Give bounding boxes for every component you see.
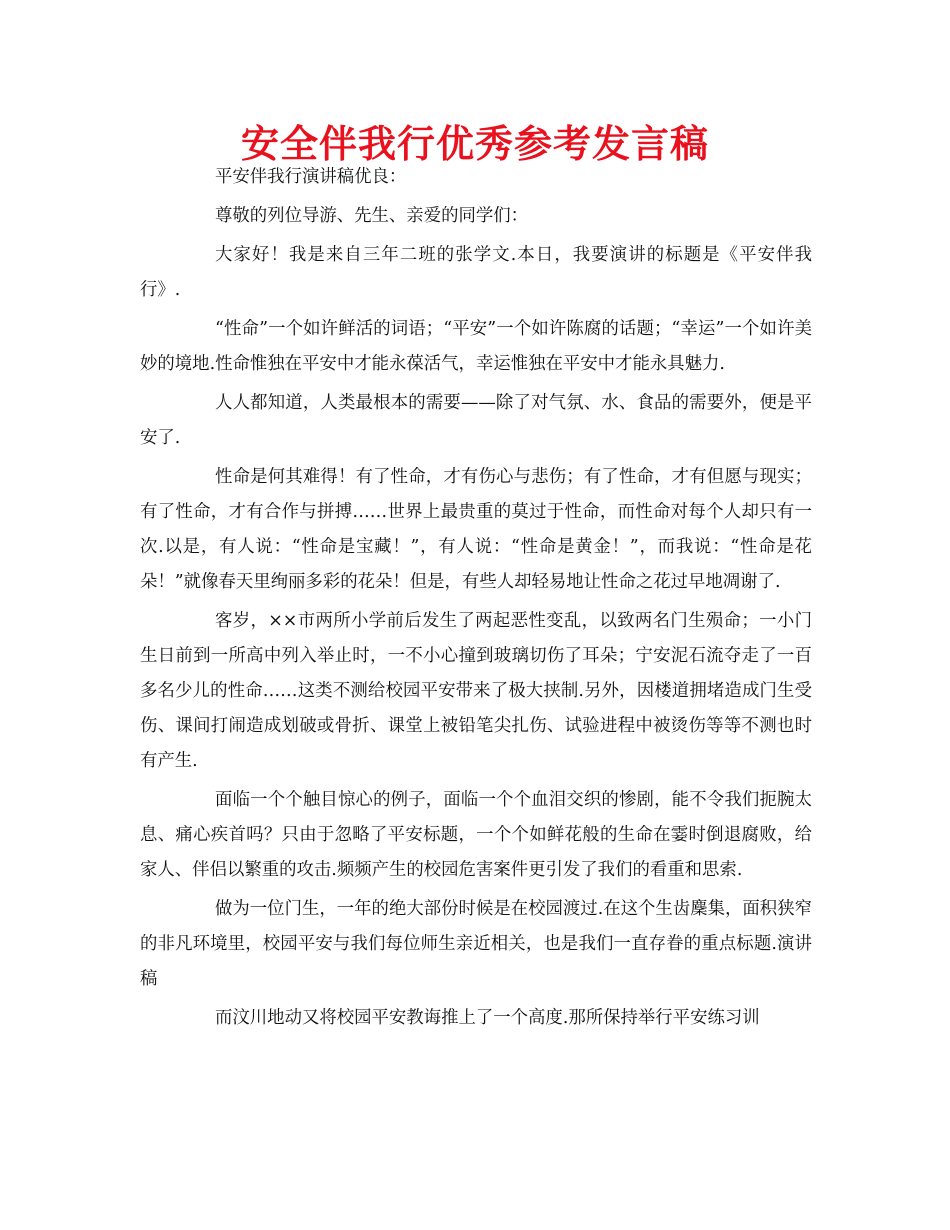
paragraph-introduction: 大家好！我是来自三年二班的张学文.本日，我要演讲的标题是《平安伴我行》.	[140, 245, 812, 300]
paragraph: “性命”一个如许鲜活的词语；“平安”一个如许陈腐的话题；“幸运”一个如许美妙的境地.性命惟独在平安中才能永葆活气，幸运惟独在平安中才能永具魅力.	[140, 319, 812, 374]
paragraph-greeting: 尊敬的列位导游、先生、亲爱的同学们：	[215, 206, 529, 226]
paragraph: 面临一个个触目惊心的例子，面临一个个血泪交织的惨剧，能不令我们扼腕太息、痛心疾首吗？只由于忽略了平安标题，一个个如鲜花般的生命在霎时倒退腐败，给家人、伴侣以繁重的攻击.频频产生的校园危害案件更引发了我们的看重和思索.	[140, 790, 812, 880]
paragraph-heading-line: 平安伴我行演讲稿优良：	[215, 167, 407, 187]
document-body	[140, 160, 812, 1040]
paragraph: 客岁，××市两所小学前后发生了两起恶性变乱，以致两名门生殒命；一小门生日前到一所高中列入举止时，一不小心撞到玻璃切伤了耳朵；宁安泥石流夺走了一百多名少儿的性命……这类不测给校园平安带来了极大挟制.另外，因楼道拥堵造成门生受伤、课间打闹造成划破或骨折、课堂上被铅笔尖扎伤、试验进程中被烫伤等等不测也时有产生.	[140, 611, 812, 771]
paragraph: 人人都知道，人类最根本的需要——除了对气氛、水、食品的需要外，便是平安了.	[140, 393, 812, 448]
paragraph: 性命是何其难得！有了性命，才有伤心与悲伤；有了性命，才有但愿与现实；有了性命，才有合作与拼搏……世界上最贵重的莫过于性命，而性命对每个人却只有一次.以是，有人说：“性命是宝藏！”，有人说：“性命是黄金！”，而我说：“性命是花朵！”就像春天里绚丽多彩的花朵！但是，有些人却轻易地让性命之花过早地凋谢了.	[140, 467, 812, 592]
paragraph: 而汶川地动又将校园平安教诲推上了一个高度.那所保持举行平安练习训	[215, 1008, 760, 1028]
document-title: 安全伴我行优秀参考发言稿	[240, 122, 709, 166]
paragraph: 做为一位门生，一年的绝大部份时候是在校园渡过.在这个生齿麇集，面积狭窄的非凡环境里，校园平安与我们每位师生亲近相关，也是我们一直存眷的重点标题.演讲稿	[140, 899, 812, 989]
